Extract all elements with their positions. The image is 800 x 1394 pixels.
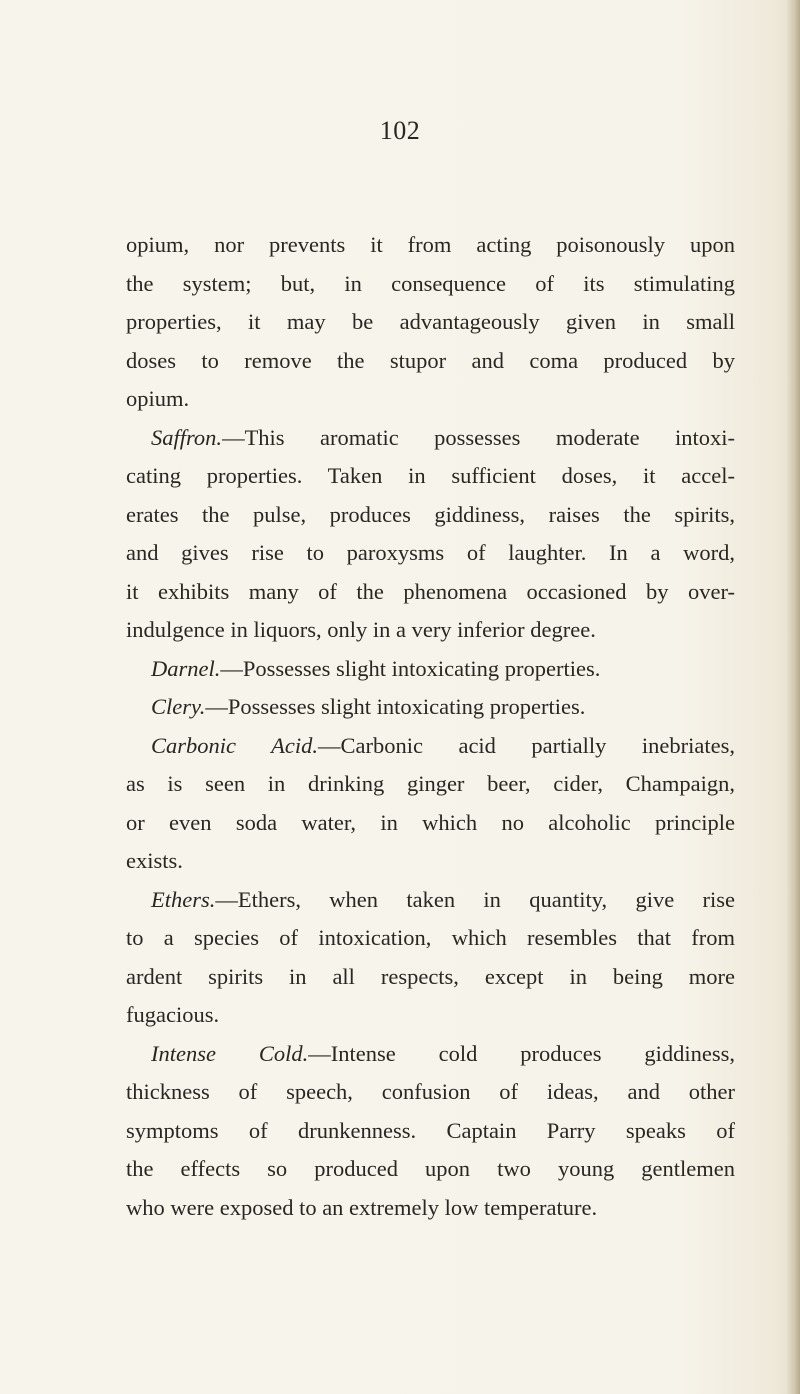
text-span: ardent spirits in all respects, except in being more (126, 963, 735, 989)
text-line (126, 611, 735, 650)
entry-heading: Ethers. (151, 886, 216, 912)
text-span: —Carbonic acid partially inebriates, (317, 732, 735, 758)
text-line (126, 1073, 735, 1112)
text-span: doses to remove the stupor and coma produced by (126, 347, 735, 373)
text-line (126, 996, 735, 1035)
text-span: exists. (126, 848, 183, 873)
text-line (126, 1112, 735, 1151)
page-number: 102 (379, 116, 421, 145)
text-line (126, 881, 735, 920)
text-span: opium, nor prevents it from acting poisonously upon (126, 232, 735, 257)
text-line (126, 226, 735, 265)
text-line (126, 303, 735, 342)
text-line (126, 1150, 735, 1189)
text-span: —Ethers, when taken in quantity, give rise (215, 886, 735, 912)
page-edge-shadow (786, 0, 800, 1394)
body-text (126, 226, 735, 1227)
text-span: fugacious. (126, 1002, 220, 1027)
text-span: —This aromatic possesses moderate intoxi- (222, 424, 735, 450)
text-line (126, 804, 735, 843)
text-line (126, 342, 735, 381)
text-line (126, 1189, 735, 1228)
text-span: thickness of speech, confusion of ideas, and other (126, 1079, 735, 1104)
entry-heading: Carbonic Acid. (151, 732, 318, 758)
text-span: indulgence in liquors, only in a very inferior degree. (126, 617, 596, 642)
text-span: cating properties. Taken in sufficient doses, it accel- (126, 463, 735, 488)
entry-heading: Darnel. (151, 655, 221, 681)
text-span: —Possesses slight intoxicating properties. (220, 655, 601, 681)
text-line (126, 688, 735, 727)
text-line (126, 380, 735, 419)
text-span: or even soda water, in which no alcoholic principle (126, 809, 735, 835)
text-line (126, 534, 735, 573)
text-line (126, 650, 735, 689)
text-span: it exhibits many of the phenomena occasioned by over- (126, 578, 735, 604)
text-line (126, 457, 735, 496)
text-span: the system; but, in consequence of its stimulating (126, 270, 735, 296)
text-line (126, 765, 735, 804)
text-line (126, 1035, 735, 1074)
text-line (126, 573, 735, 612)
text-line (126, 919, 735, 958)
text-span: —Intense cold produces giddiness, (308, 1040, 735, 1066)
text-span: symptoms of drunkenness. Captain Parry speaks of (126, 1117, 735, 1143)
text-span: erates the pulse, produces giddiness, raises the spirits, (126, 501, 735, 527)
text-span: who were exposed to an extremely low temperature. (126, 1194, 598, 1220)
text-span: to a species of intoxication, which resembles that from (126, 925, 735, 950)
text-span: properties, it may be advantageously given in small (126, 309, 735, 334)
text-line (126, 727, 735, 766)
entry-heading: Saffron. (151, 424, 223, 450)
text-span: as is seen in drinking ginger beer, cider, Champaign, (126, 771, 735, 796)
text-span: the effects so produced upon two young gentlemen (126, 1156, 735, 1181)
text-line (126, 958, 735, 997)
entry-heading: Clery. (151, 694, 206, 719)
text-line (126, 265, 735, 304)
text-line (126, 419, 735, 458)
text-line (126, 496, 735, 535)
text-line (126, 842, 735, 881)
text-span: —Possesses slight intoxicating properties. (205, 694, 586, 719)
text-span: and gives rise to paroxysms of laughter. In a word, (126, 540, 735, 565)
text-span: opium. (126, 386, 190, 411)
entry-heading: Intense Cold. (151, 1040, 309, 1066)
